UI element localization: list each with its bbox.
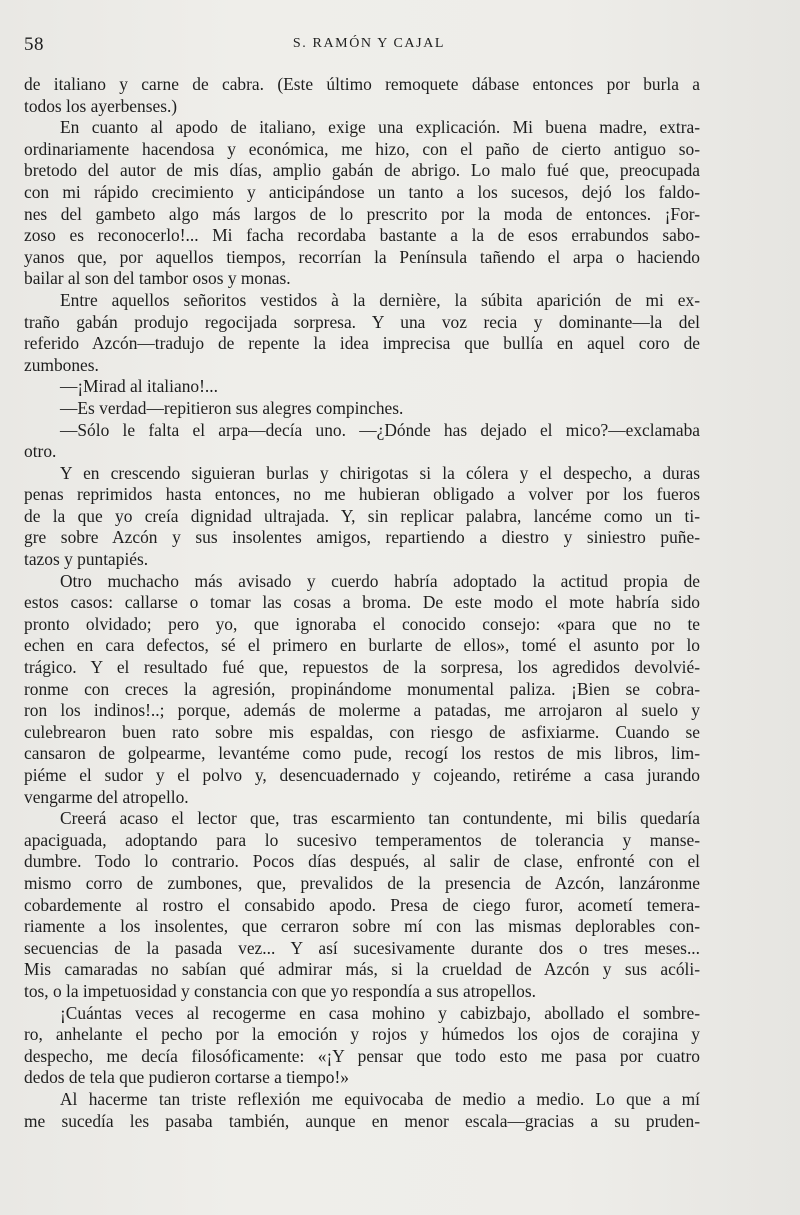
text-line: Mis camaradas no sabían qué admirar más, si la crueldad de Azcón y sus acóli- <box>24 959 700 980</box>
text-line: —Es verdad—repitieron sus alegres compinches. <box>60 397 404 418</box>
text-line: ¡Cuántas veces al recogerme en casa mohino y cabizbajo, abollado el sombre- <box>60 1002 700 1023</box>
text-line: zoso es reconocerlo!... Mi facha recordaba bastante a la de esos errabundos sabo- <box>24 225 700 246</box>
text-line: riamente a los insolentes, que cerraron sobre mí con las mismas deplorables con- <box>24 916 700 937</box>
text-line: tos, o la impetuosidad y constancia con que yo respondía a sus atropellos. <box>24 980 536 1001</box>
text-line: mismo corro de zumbones, que, prevalidos de la presencia de Azcón, lanzáronme <box>24 872 700 893</box>
text-line: zumbones. <box>24 354 99 375</box>
text-line: culebrearon buen rato sobre mis espaldas, con riesgo de asfixiarme. Cuando se <box>24 721 700 742</box>
text-line: bailar al son del tambor osos y monas. <box>24 268 291 289</box>
text-line: piéme el sudor y el polvo y, desencuadernado y cojeando, retiréme a casa jurando <box>24 765 700 785</box>
text-line: estos casos: callarse o tomar las cosas a broma. De este modo el mote habría sido <box>24 592 700 613</box>
text-line: de italiano y carne de cabra. (Este último remoquete dábase entonces por burla a <box>24 74 700 94</box>
text-line: ron los indinos!..; porque, además de molerme a patadas, me arrojaron al suelo y <box>24 700 700 721</box>
text-line: todos los ayerbenses.) <box>24 95 178 116</box>
text-line: echen en cara defectos, sé el primero en burlarte de ellos», tomé el asunto por lo <box>24 635 700 656</box>
text-line: cobardemente al rostro el consabido apodo. Presa de ciego furor, acometí temera- <box>24 894 700 915</box>
text-line: con mi rápido crecimiento y anticipándose un tanto a los sucesos, dejó los faldo- <box>24 181 700 202</box>
text-line: En cuanto al apodo de italiano, exige una explicación. Mi buena madre, extra- <box>60 117 700 138</box>
text-line: traño gabán produjo regocijada sorpresa. Y una voz recia y dominante—la del <box>24 311 700 332</box>
text-line: me sucedía les pasaba también, aunque en menor escala—gracias a su pruden- <box>24 1110 700 1131</box>
running-title: S. RAMÓN Y CAJAL <box>292 36 446 51</box>
text-line: Entre aquellos señoritos vestidos à la dernière, la súbita aparición de mi ex- <box>60 289 700 310</box>
text-line: nes del gambeto algo más largos de lo prescrito por la moda de entonces. ¡For- <box>24 203 700 224</box>
text-line: dedos de tela que pudieron cortarse a tiempo!» <box>24 1067 349 1088</box>
text-line: ro, anhelante el pecho por la emoción y rojos y húmedos los ojos de corajina y <box>24 1024 700 1045</box>
text-line: ordinariamente hacendosa y económica, me hizo, con el paño de cierto antiguo so- <box>24 138 700 159</box>
text-line: referido Azcón—tradujo de repente la idea imprecisa que bullía en aquel coro de <box>24 333 700 354</box>
text-line: vengarme del atropello. <box>24 786 189 807</box>
text-line: ronme con creces la agresión, propinándome monumental paliza. ¡Bien se cobra- <box>24 678 700 699</box>
text-line: trágico. Y el resultado fué que, repuestos de la sorpresa, los agredidos devolvié- <box>24 657 700 678</box>
text-line: —Sólo le falta el arpa—decía uno. —¿Dónde has dejado el mico?—exclamaba <box>60 419 700 440</box>
text-line: penas reprimidos hasta entonces, no me hubieran obligado a volver por los fueros <box>24 484 700 505</box>
running-head <box>24 34 714 58</box>
text-line: —¡Mirad al italiano!... <box>60 376 218 397</box>
body-text <box>24 74 700 1132</box>
page-number: 58 <box>24 34 44 55</box>
text-line: tazos y puntapiés. <box>24 549 149 570</box>
text-line: bretodo del autor de mis días, amplio gabán de abrigo. Lo malo fué que, preocupada <box>24 160 700 181</box>
text-line: Otro muchacho más avisado y cuerdo habría adoptado la actitud propia de <box>60 570 700 591</box>
text-line: otro. <box>24 441 57 462</box>
text-line: de la que yo creía dignidad ultrajada. Y, sin replicar palabra, lancéme como un ti- <box>24 505 700 526</box>
text-line: cansaron de golpearme, levantéme como pude, recogí los restos de mis libros, lim- <box>24 743 700 764</box>
text-line: Creerá acaso el lector que, tras escarmiento tan contundente, mi bilis quedaría <box>60 808 700 829</box>
text-line: dumbre. Todo lo contrario. Pocos días después, al salir de clase, enfronté con el <box>24 851 700 872</box>
text-line: secuencias de la pasada vez... Y así sucesivamente durante dos o tres meses... <box>24 937 700 958</box>
text-line: Al hacerme tan triste reflexión me equivocaba de medio a medio. Lo que a mí <box>60 1088 700 1109</box>
text-line: Y en crescendo siguieran burlas y chirigotas si la cólera y el despecho, a duras <box>60 462 700 483</box>
text-line: apaciguada, adoptando para lo sucesivo temperamentos de tolerancia y manse- <box>24 829 700 850</box>
text-line: despecho, me decía filosóficamente: «¡Y pensar que todo esto me pasa por cuatro <box>24 1045 700 1066</box>
text-line: pronto olvidado; pero yo, que ignoraba el conocido consejo: «para que no te <box>24 613 700 634</box>
text-line: yanos que, por aquellos tiempos, recorrían la Península tañendo el arpa o haciendo <box>24 246 700 267</box>
text-line: gre sobre Azcón y sus insolentes amigos, repartiendo a diestro y siniestro puñe- <box>24 527 700 548</box>
